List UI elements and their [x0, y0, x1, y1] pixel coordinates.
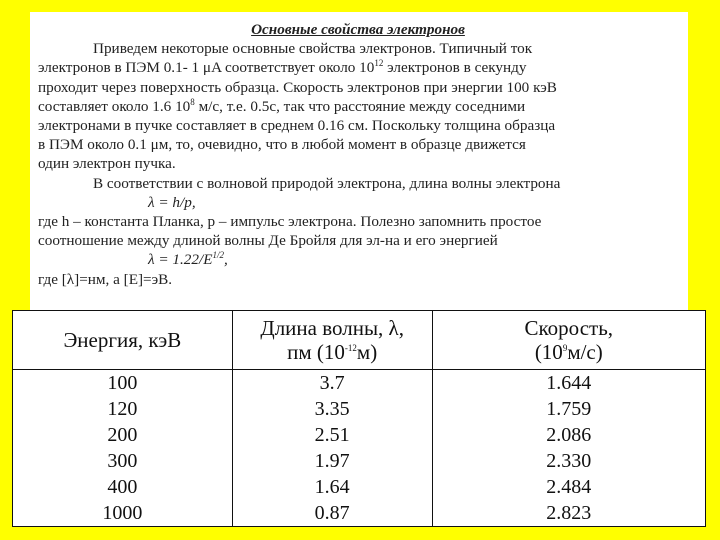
- table-cell: 1.644: [432, 370, 705, 397]
- table-row: [13, 448, 706, 474]
- electron-properties-table: [12, 310, 706, 527]
- table-body: [13, 370, 706, 527]
- header-energy: [13, 311, 233, 370]
- text-line: $\lambda = 1.22/E^{1/2}$,: [148, 250, 228, 269]
- table-cell: 1000: [13, 500, 233, 527]
- text-line: Приведем некоторые основные свойства электронов. Типичный ток: [93, 40, 533, 58]
- text-line: λ = h/p,: [148, 193, 196, 211]
- table-cell: 100: [13, 370, 233, 397]
- table-cell: 200: [13, 422, 233, 448]
- table-cell: 2.086: [432, 422, 705, 448]
- table-cell: 2.484: [432, 474, 705, 500]
- header-energy-line1: Энергия, кэВ: [63, 328, 182, 352]
- table-header-row: [13, 311, 706, 370]
- table-cell: 3.7: [232, 370, 432, 397]
- text-line: В соответствии с волновой природой электрона, длина волны электрона: [93, 174, 561, 192]
- text-line: проходит через поверхность образца. Скорость электронов при энергии 100 кэВ: [38, 78, 557, 96]
- text-line: где [λ]=нм, а [E]=эВ.: [38, 270, 173, 288]
- table-cell: 1.97: [232, 448, 432, 474]
- text-line: электронов в ПЭМ 0.1- 1 μA соответствует около $10^{12}$ электронов в секунду: [38, 58, 527, 77]
- table-row: [13, 474, 706, 500]
- text-line: в ПЭМ около 0.1 μм, то, очевидно, что в любой момент в образце движется: [38, 136, 526, 154]
- header-velocity-line1: Скорость,: [524, 316, 614, 340]
- table-cell: 400: [13, 474, 233, 500]
- table-cell: 1.64: [232, 474, 432, 500]
- table-cell: 2.823: [432, 500, 705, 527]
- document-title: Основные свойства электронов: [251, 21, 465, 38]
- paragraph-lines: [38, 39, 678, 289]
- text-line: соотношение между длиной волны Де Бройля для эл-на и его энергией: [38, 232, 498, 250]
- document-text: [38, 12, 678, 289]
- document-page: [30, 12, 688, 312]
- text-line: один электрон пучка.: [38, 155, 176, 173]
- table-cell: 120: [13, 396, 233, 422]
- table-row: [13, 422, 706, 448]
- table-cell: 3.35: [232, 396, 432, 422]
- table-cell: 1.759: [432, 396, 705, 422]
- table-row: [13, 370, 706, 397]
- table-row: [13, 396, 706, 422]
- table-row: [13, 500, 706, 527]
- table-cell: 2.51: [232, 422, 432, 448]
- text-line: составляет около 1.6 $10^8$ м/с, т.е. 0.5c, так что расстояние между соседними: [38, 96, 526, 115]
- text-line: где h – константа Планка, p – импульс электрона. Полезно запомнить простое: [38, 213, 542, 231]
- header-velocity-line2: $(10^9м/с)$: [534, 340, 603, 364]
- header-velocity: [432, 311, 705, 370]
- header-wavelength: [232, 311, 432, 370]
- table-cell: 0.87: [232, 500, 432, 527]
- header-wavelength-line1: Длина волны, λ,: [260, 316, 404, 340]
- table-cell: 2.330: [432, 448, 705, 474]
- electron-properties-table-container: [12, 310, 706, 527]
- header-wavelength-line2: пм $(10^{-12}м)$: [287, 340, 378, 364]
- table-cell: 300: [13, 448, 233, 474]
- text-line: электронами в пучке составляет в среднем 0.16 см. Поскольку толщина образца: [38, 117, 556, 135]
